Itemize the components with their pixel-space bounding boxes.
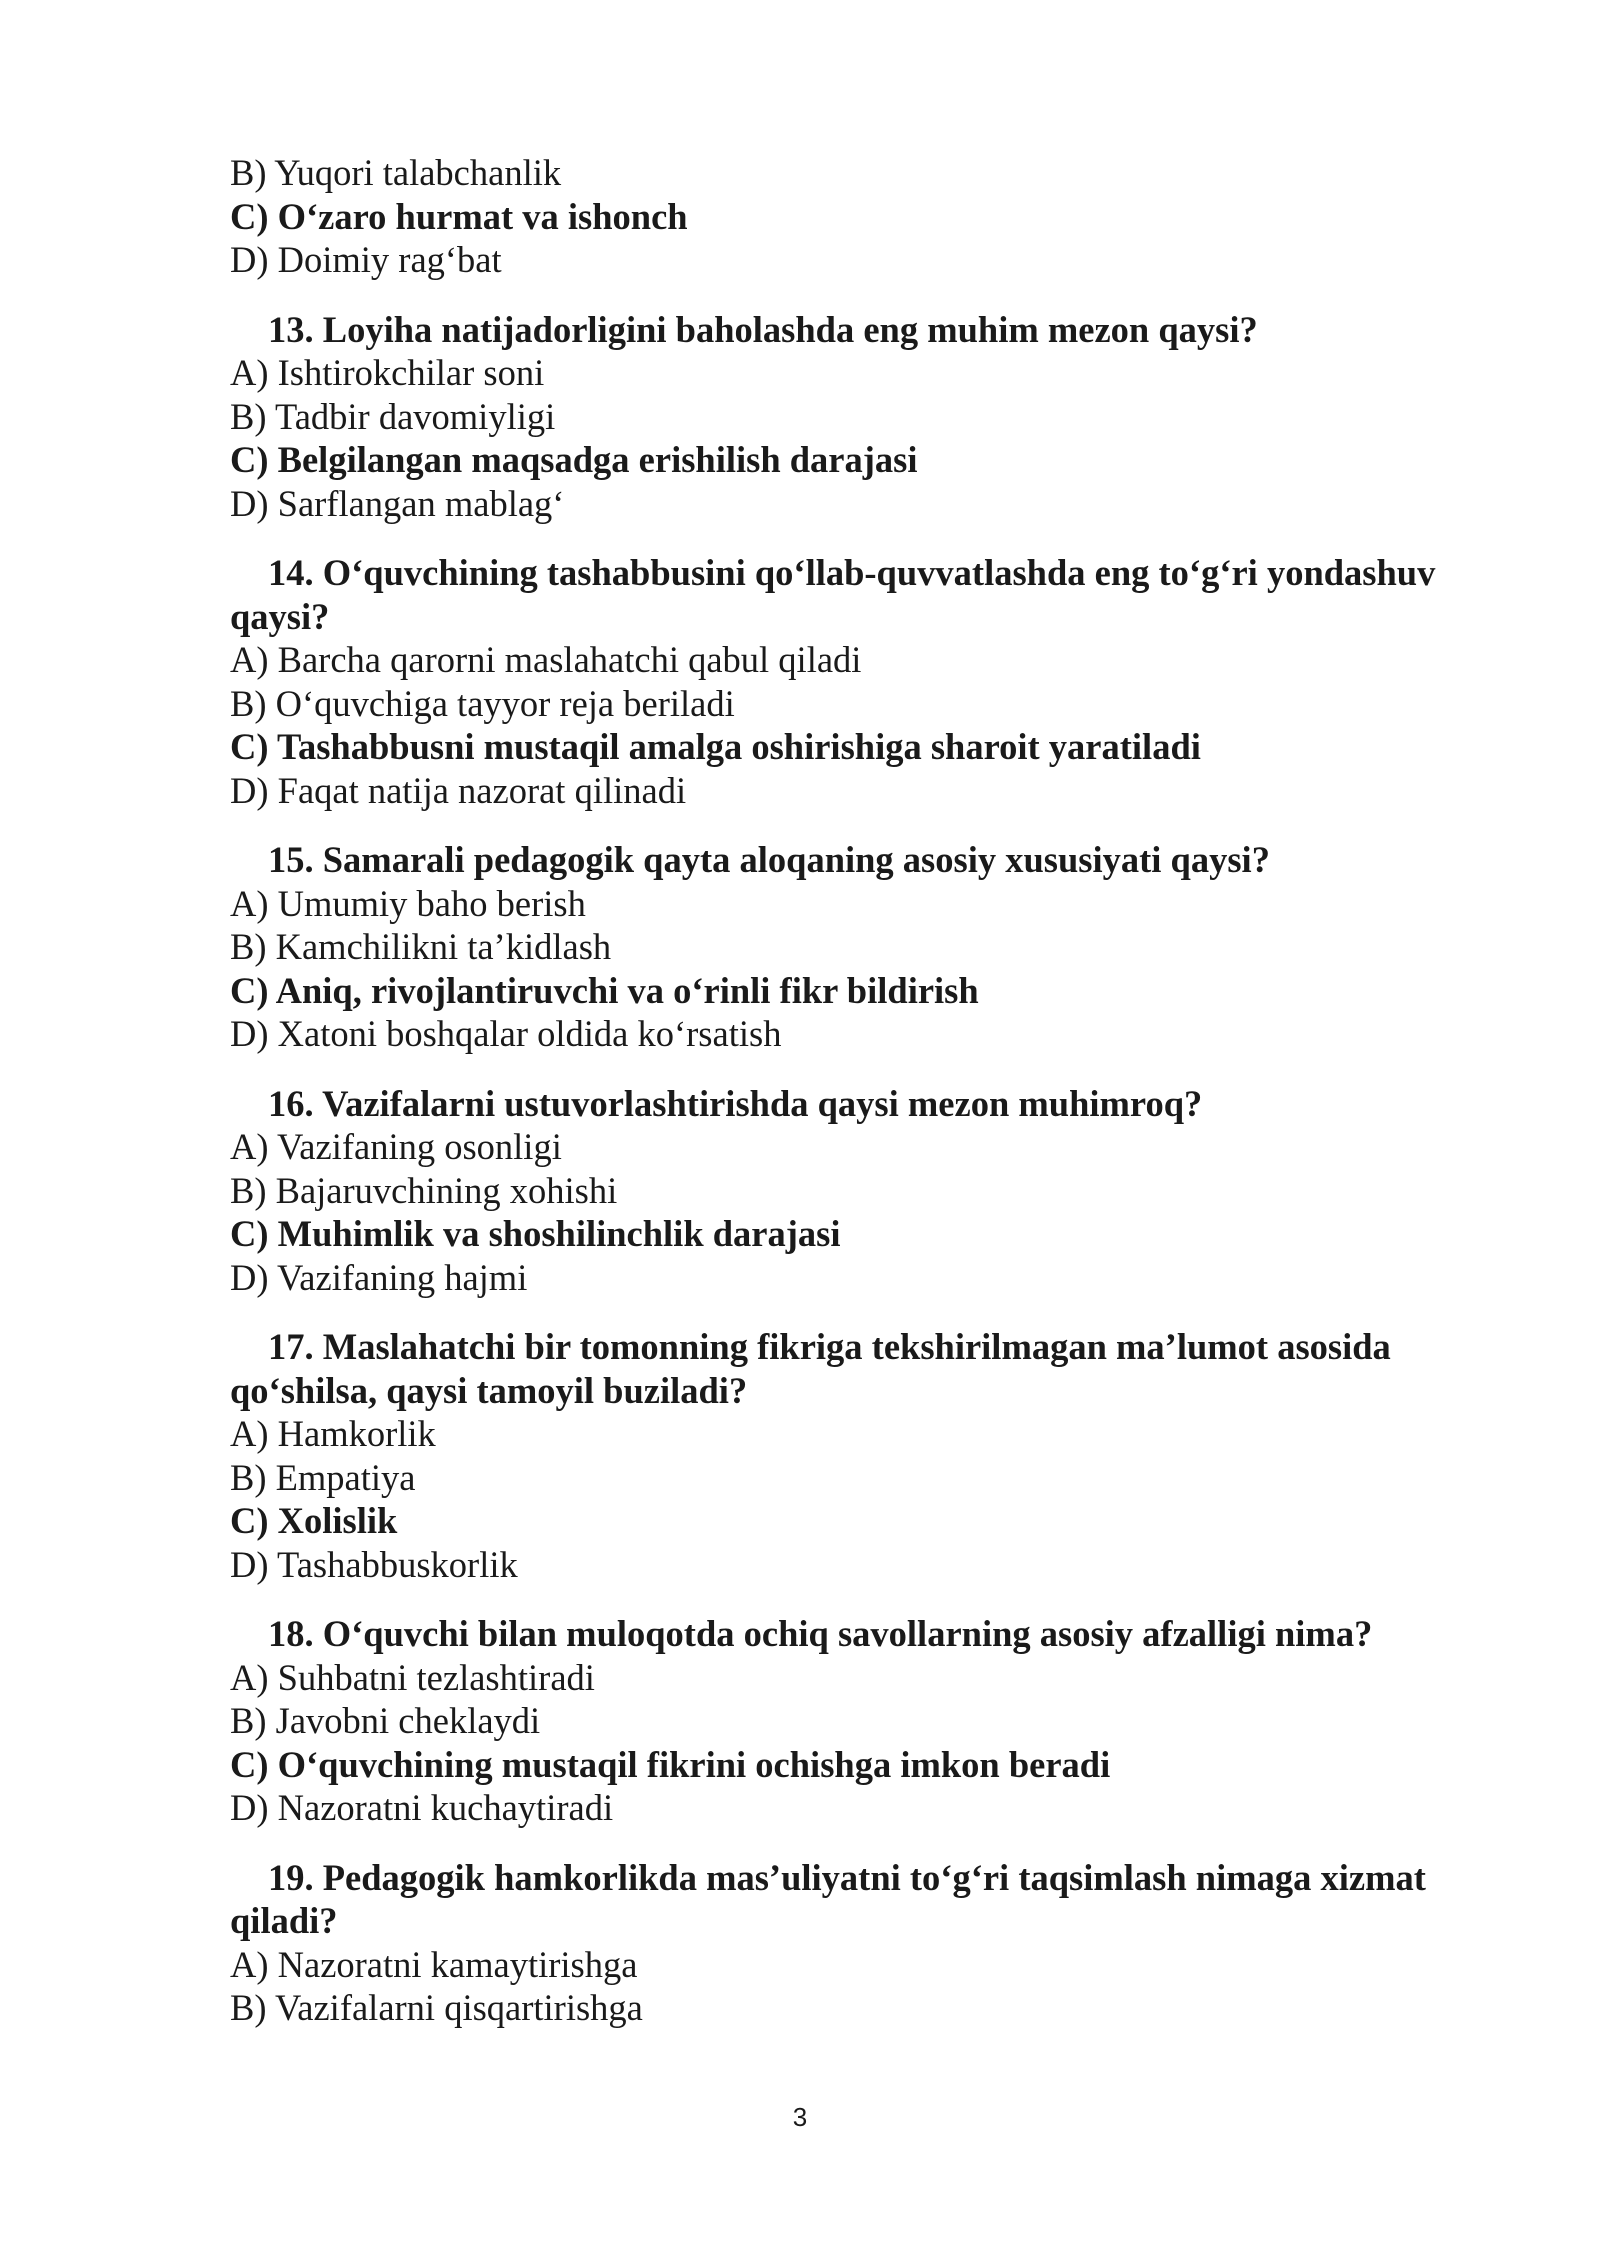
question-line: 13. Loyiha natijadorligini baholashda eng muhim mezon qaysi? (268, 308, 1258, 350)
question-text (230, 1612, 1490, 1656)
option-line: A) Vazifaning osonligi (230, 1126, 562, 1167)
correct-option-line: C) Aniq, rivojlantiruvchi va o‘rinli fikr bildirish (230, 969, 979, 1011)
question-line: 15. Samarali pedagogik qayta aloqaning asosiy xususiyati qaysi? (268, 839, 1270, 880)
option-line: D) Nazoratni kuchaytiradi (230, 1787, 614, 1828)
option-line: A) Nazoratni kamaytirishga (230, 1943, 638, 1985)
option-line: D) Vazifaning hajmi (230, 1256, 528, 1298)
correct-option-line: C) O‘quvchining mustaqil fikrini ochishga imkon beradi (230, 1743, 1111, 1785)
correct-option-line: C) Tashabbusni mustaqil amalga oshirishiga sharoit yaratiladi (230, 726, 1201, 767)
option-line: B) O‘quvchiga tayyor reja beriladi (230, 682, 735, 724)
option-line: B) Yuqori talabchanlik (230, 152, 562, 193)
question-18 (230, 1612, 1490, 1830)
question-text (230, 1082, 1490, 1126)
option-line: D) Faqat natija nazorat qilinadi (230, 769, 687, 811)
option-line: A) Umumiy baho berish (230, 882, 586, 924)
option-line: A) Suhbatni tezlashtiradi (230, 1656, 595, 1698)
option-line: D) Tashabbuskorlik (230, 1543, 518, 1585)
question-line: qiladi? (230, 1900, 338, 1941)
page-number: 3 (792, 2102, 808, 2132)
option-line: A) Barcha qarorni maslahatchi qabul qiladi (230, 639, 862, 680)
carryover-options (230, 151, 1490, 282)
option-line: B) Vazifalarni qisqartirishga (230, 1987, 643, 2028)
quiz-content (230, 151, 1490, 2030)
question-text (230, 308, 1490, 352)
correct-option-line: C) O‘zaro hurmat va ishonch (230, 195, 688, 237)
option-line: A) Ishtirokchilar soni (230, 352, 545, 393)
question-line: qo‘shilsa, qaysi tamoyil buziladi? (230, 1369, 748, 1411)
question-19 (230, 1856, 1490, 2030)
correct-option-line: C) Belgilangan maqsadga erishilish darajasi (230, 439, 918, 480)
question-text (230, 1856, 1490, 1943)
question-line: 14. O‘quvchining tashabbusini qo‘llab-quvvatlashda eng to‘g‘ri yondashuv (268, 552, 1436, 593)
option-line: A) Hamkorlik (230, 1413, 436, 1454)
question-line: 19. Pedagogik hamkorlikda mas’uliyatni to‘g‘ri taqsimlash nimaga xizmat (268, 1856, 1426, 1898)
question-16 (230, 1082, 1490, 1300)
question-line: 16. Vazifalarni ustuvorlashtirishda qaysi mezon muhimroq? (268, 1082, 1203, 1124)
correct-option-line: C) Xolislik (230, 1500, 398, 1541)
question-15 (230, 838, 1490, 1056)
option-line: D) Doimiy rag‘bat (230, 239, 502, 280)
question-text (230, 838, 1490, 882)
option-line: B) Tadbir davomiyligi (230, 395, 556, 437)
option-line: D) Sarflangan mablag‘ (230, 482, 565, 524)
option-line: B) Javobni cheklaydi (230, 1700, 541, 1741)
question-13 (230, 308, 1490, 526)
option-line: B) Kamchilikni ta’kidlash (230, 926, 612, 967)
question-text (230, 551, 1490, 638)
correct-option-line: C) Muhimlik va shoshilinchlik darajasi (230, 1213, 841, 1254)
question-17 (230, 1325, 1490, 1586)
question-line: 18. O‘quvchi bilan muloqotda ochiq savollarning asosiy afzalligi nima? (268, 1613, 1373, 1654)
option-line: D) Xatoni boshqalar oldida ko‘rsatish (230, 1013, 782, 1054)
option-line: B) Bajaruvchining xohishi (230, 1169, 618, 1211)
question-line: 17. Maslahatchi bir tomonning fikriga tekshirilmagan ma’lumot asosida (268, 1326, 1391, 1367)
question-line: qaysi? (230, 595, 330, 637)
question-14 (230, 551, 1490, 812)
question-text (230, 1325, 1490, 1412)
option-line: B) Empatiya (230, 1456, 416, 1498)
